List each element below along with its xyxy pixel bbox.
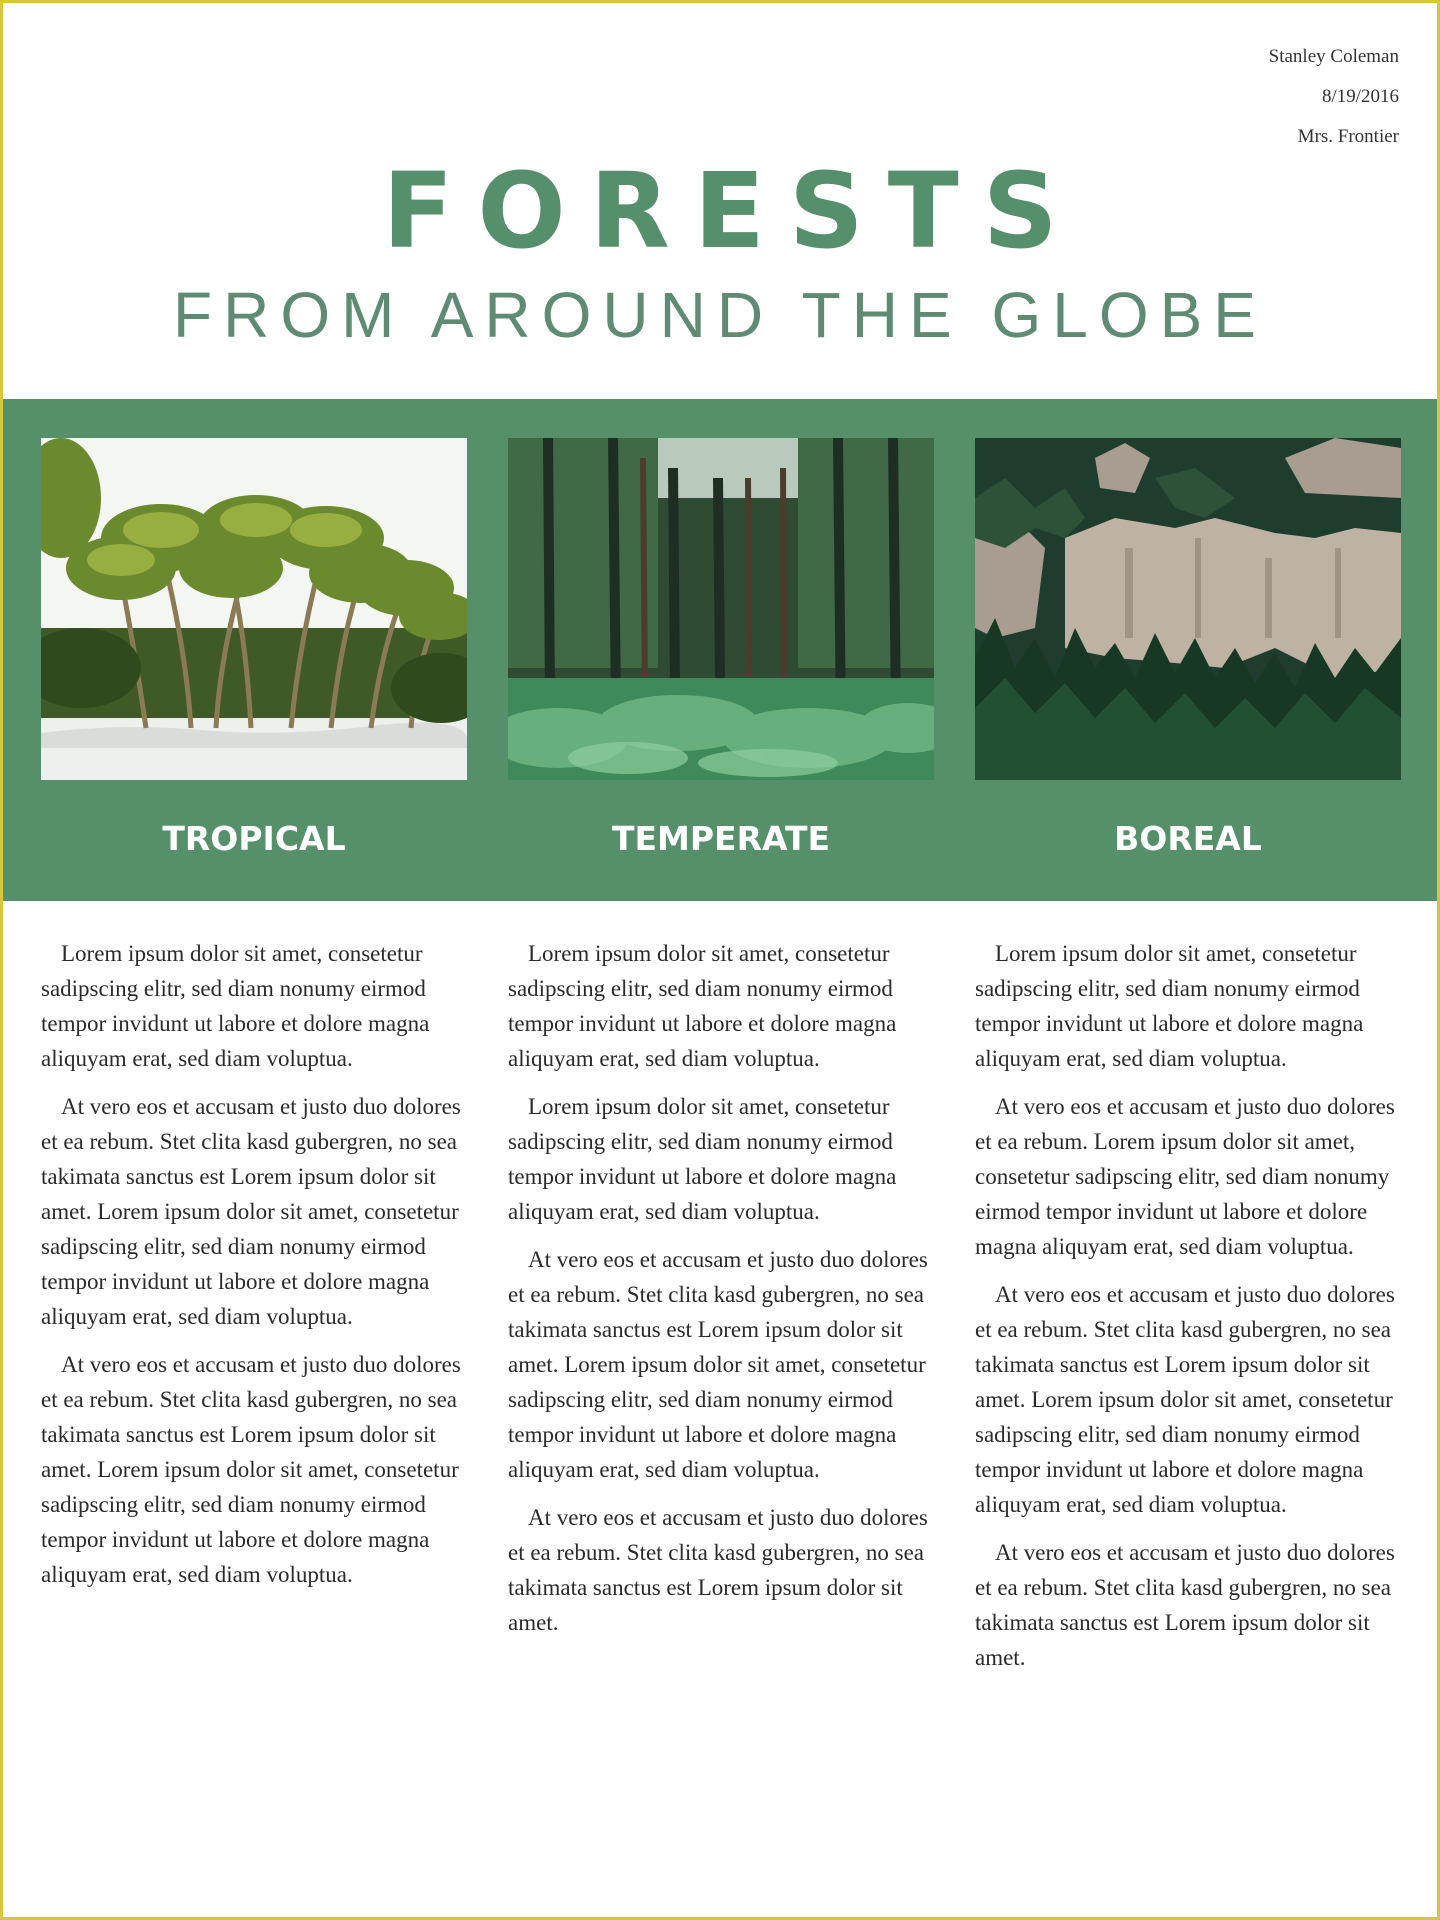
boreal-forest-photo [975, 438, 1401, 780]
temperate-forest-photo [508, 438, 934, 780]
boreal-paragraph: At vero eos et accusam et justo duo dolores et ea rebum. Stet clita kasd gubergren, no sea takimata sanctus est Lorem ipsum dolor sit amet. Lorem ipsum dolor sit amet, consetetur sadipscing elitr, sed diam nonumy eirmod tempor invidunt ut labore et dolore magna aliquyam erat, sed diam voluptua. [975, 1282, 1395, 1517]
author-name: Stanley Coleman [1268, 46, 1399, 67]
label-temperate: TEMPERATE [611, 819, 831, 858]
label-boreal: BOREAL [1114, 819, 1262, 858]
forest-types-band [3, 399, 1437, 901]
tropical-forest-photo [41, 438, 467, 780]
temperate-paragraph: At vero eos et accusam et justo duo dolores et ea rebum. Stet clita kasd gubergren, no sea takimata sanctus est Lorem ipsum dolor sit amet. Lorem ipsum dolor sit amet, consetetur sadipscing elitr, sed diam nonumy eirmod tempor invidunt ut labore et dolore magna aliquyam erat, sed diam voluptua. [508, 1247, 928, 1482]
boreal-paragraph: Lorem ipsum dolor sit amet, consetetur sadipscing elitr, sed diam nonumy eirmod tempor invidunt ut labore et dolore magna aliquyam erat, sed diam voluptua. [975, 941, 1364, 1071]
tropical-paragraph: At vero eos et accusam et justo duo dolores et ea rebum. Stet clita kasd gubergren, no sea takimata sanctus est Lorem ipsum dolor sit amet. Lorem ipsum dolor sit amet, consetetur sadipscing elitr, sed diam nonumy eirmod tempor invidunt ut labore et dolore magna aliquyam erat, sed diam voluptua. [41, 1352, 461, 1587]
tropical-text-column [41, 936, 471, 1605]
page-subtitle: FROM AROUND THE GLOBE [173, 279, 1267, 351]
temperate-paragraph: Lorem ipsum dolor sit amet, consetetur sadipscing elitr, sed diam nonumy eirmod tempor invidunt ut labore et dolore magna aliquyam erat, sed diam voluptua. [508, 941, 897, 1071]
tropical-paragraph: At vero eos et accusam et justo duo dolores et ea rebum. Stet clita kasd gubergren, no sea takimata sanctus est Lorem ipsum dolor sit amet. Lorem ipsum dolor sit amet, consetetur sadipscing elitr, sed diam nonumy eirmod tempor invidunt ut labore et dolore magna aliquyam erat, sed diam voluptua. [41, 1094, 461, 1329]
date-text: 8/19/2016 [1321, 86, 1399, 107]
label-tropical: TROPICAL [162, 819, 346, 858]
teacher-name: Mrs. Frontier [1297, 126, 1399, 147]
boreal-paragraph: At vero eos et accusam et justo duo dolores et ea rebum. Stet clita kasd gubergren, no sea takimata sanctus est Lorem ipsum dolor sit amet. [975, 1540, 1395, 1670]
page-title: FORESTS [382, 150, 1082, 272]
tropical-paragraph: Lorem ipsum dolor sit amet, consetetur sadipscing elitr, sed diam nonumy eirmod tempor invidunt ut labore et dolore magna aliquyam erat, sed diam voluptua. [41, 941, 430, 1071]
temperate-paragraph: Lorem ipsum dolor sit amet, consetetur sadipscing elitr, sed diam nonumy eirmod tempor invidunt ut labore et dolore magna aliquyam erat, sed diam voluptua. [508, 1094, 897, 1224]
boreal-paragraph: At vero eos et accusam et justo duo dolores et ea rebum. Lorem ipsum dolor sit amet, consetetur sadipscing elitr, sed diam nonumy eirmod tempor invidunt ut labore et dolore magna aliquyam erat, sed diam voluptua. [975, 1094, 1395, 1259]
temperate-paragraph: At vero eos et accusam et justo duo dolores et ea rebum. Stet clita kasd gubergren, no sea takimata sanctus est Lorem ipsum dolor sit amet. [508, 1505, 928, 1635]
header-meta [1269, 37, 1399, 157]
temperate-text-column [508, 936, 938, 1653]
boreal-text-column [975, 936, 1405, 1688]
